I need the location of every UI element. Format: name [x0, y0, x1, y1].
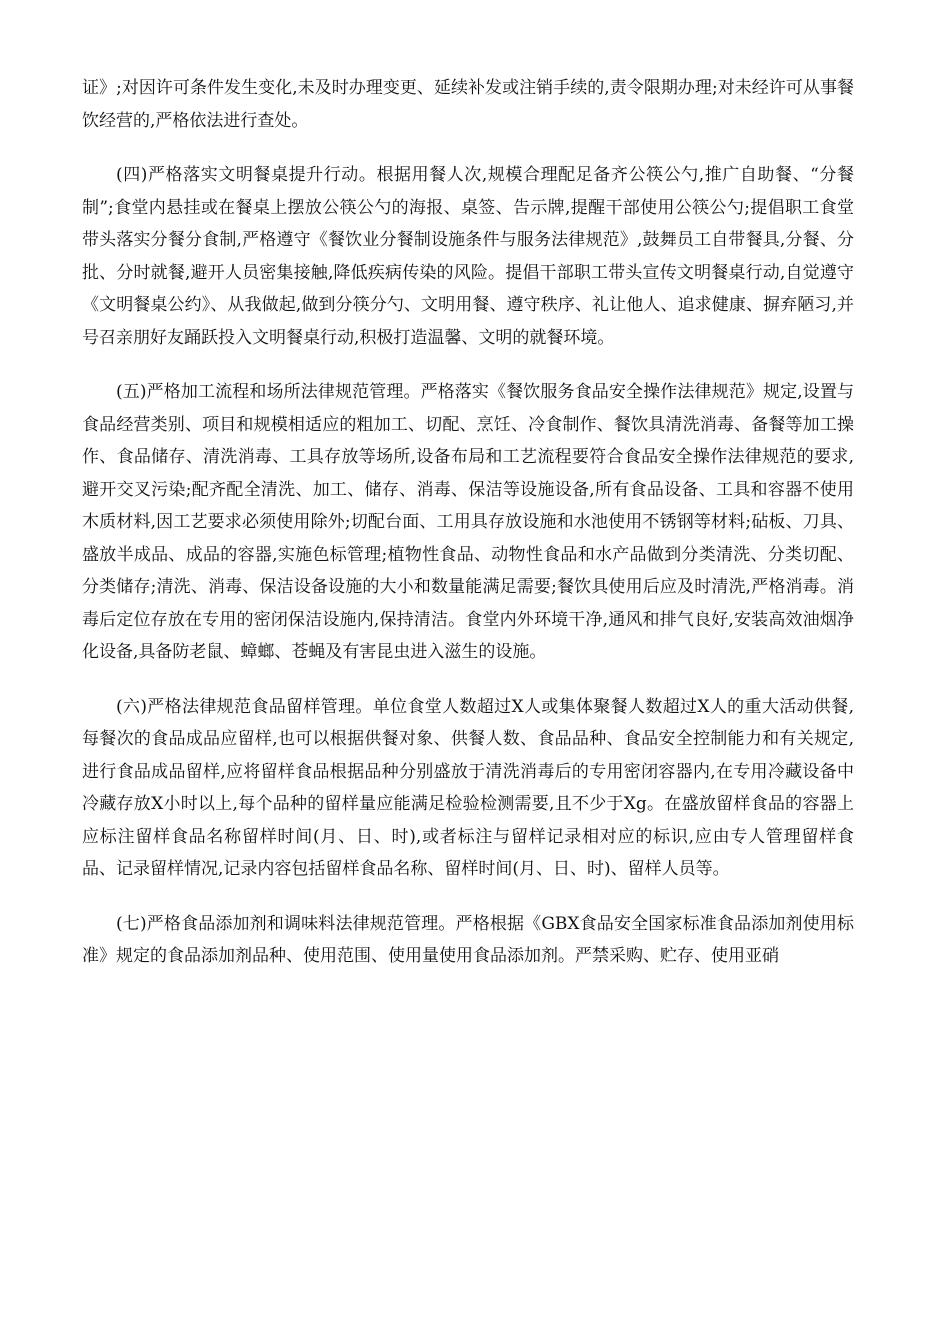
paragraph-section-5: (五)严格加工流程和场所法律规范管理。严格落实《餐饮服务食品安全操作法律规范》规定,设置与食品经营类别、项目和规模相适应的粗加工、切配、烹饪、冷食制作、餐饮具清洗消毒、备餐等加工操作、食品储存、清洗消毒、工具存放等场所,设备布局和工艺流程要符合食品安全操作法律规范的要求,避开交叉污染;配齐配全清洗、加工、储存、消毒、保洁等设施设备,所有食品设备、工具和容器不使用木质材料,因工艺要求必须使用除外;切配台面、工用具存放设施和水池使用不锈钢等材料;砧板、刀具、盛放半成品、成品的容器,实施色标管理;植物性食品、动物性食品和水产品做到分类清洗、分类切配、分类储存;清洗、消毒、保洁设备设施的大小和数量能满足需要;餐饮具使用后应及时清洗,严格消毒。消毒后定位存放在专用的密闭保洁设施内,保持清洁。食堂内外环境干净,通风和排气良好,安装高效油烟净化设备,具备防老鼠、蟑螂、苍蝇及有害昆虫进入滋生的设施。: [82, 382, 854, 662]
paragraph-section-4: (四)严格落实文明餐桌提升行动。根据用餐人次,规模合理配足备齐公筷公勺,推广自助餐、“分餐制”;食堂内悬挂或在餐桌上摆放公筷公勺的海报、桌签、告示牌,提醒干部使用公筷公勺;提倡职工食堂带头落实分餐分食制,严格遵守《餐饮业分餐制设施条件与服务法律规范》,鼓舞员工自带餐具,分餐、分批、分时就餐,避开人员密集接触,降低疾病传染的风险。提倡干部职工带头宣传文明餐桌行动,自觉遵守《文明餐桌公约》、从我做起,做到分筷分勺、文明用餐、遵守秩序、礼让他人、追求健康、摒弃陋习,并号召亲朋好友踊跃投入文明餐桌行动,积极打造温馨、文明的就餐环境。: [82, 165, 854, 348]
paragraph-section-7: (七)严格食品添加剂和调味料法律规范管理。严格根据《GBX食品安全国家标准食品添加剂使用标准》规定的食品添加剂品种、使用范围、使用量使用食品添加剂。严禁采购、贮存、使用亚硝: [82, 913, 854, 966]
paragraph-section-6: (六)严格法律规范食品留样管理。单位食堂人数超过X人或集体聚餐人数超过X人的重大活动供餐,每餐次的食品成品应留样,也可以根据供餐对象、供餐人数、食品品种、食品安全控制能力和有关规定,进行食品成品留样,应将留样食品根据品种分别盛放于清洗消毒后的专用密闭容器内,在专用冷藏设备中冷藏存放X小时以上,每个品种的留样量应能满足检验检测需要,且不少于Xg。在盛放留样食品的容器上应标注留样食品名称留样时间(月、日、时),或者标注与留样记录相对应的标识,应由专人管理留样食品、记录留样情况,记录内容包括留样食品名称、留样时间(月、日、时)、留样人员等。: [82, 696, 854, 879]
paragraph-continued: 证》;对因许可条件发生变化,未及时办理变更、延续补发或注销手续的,责令限期办理;对未经许可从事餐饮经营的,严格依法进行查处。: [82, 78, 854, 131]
